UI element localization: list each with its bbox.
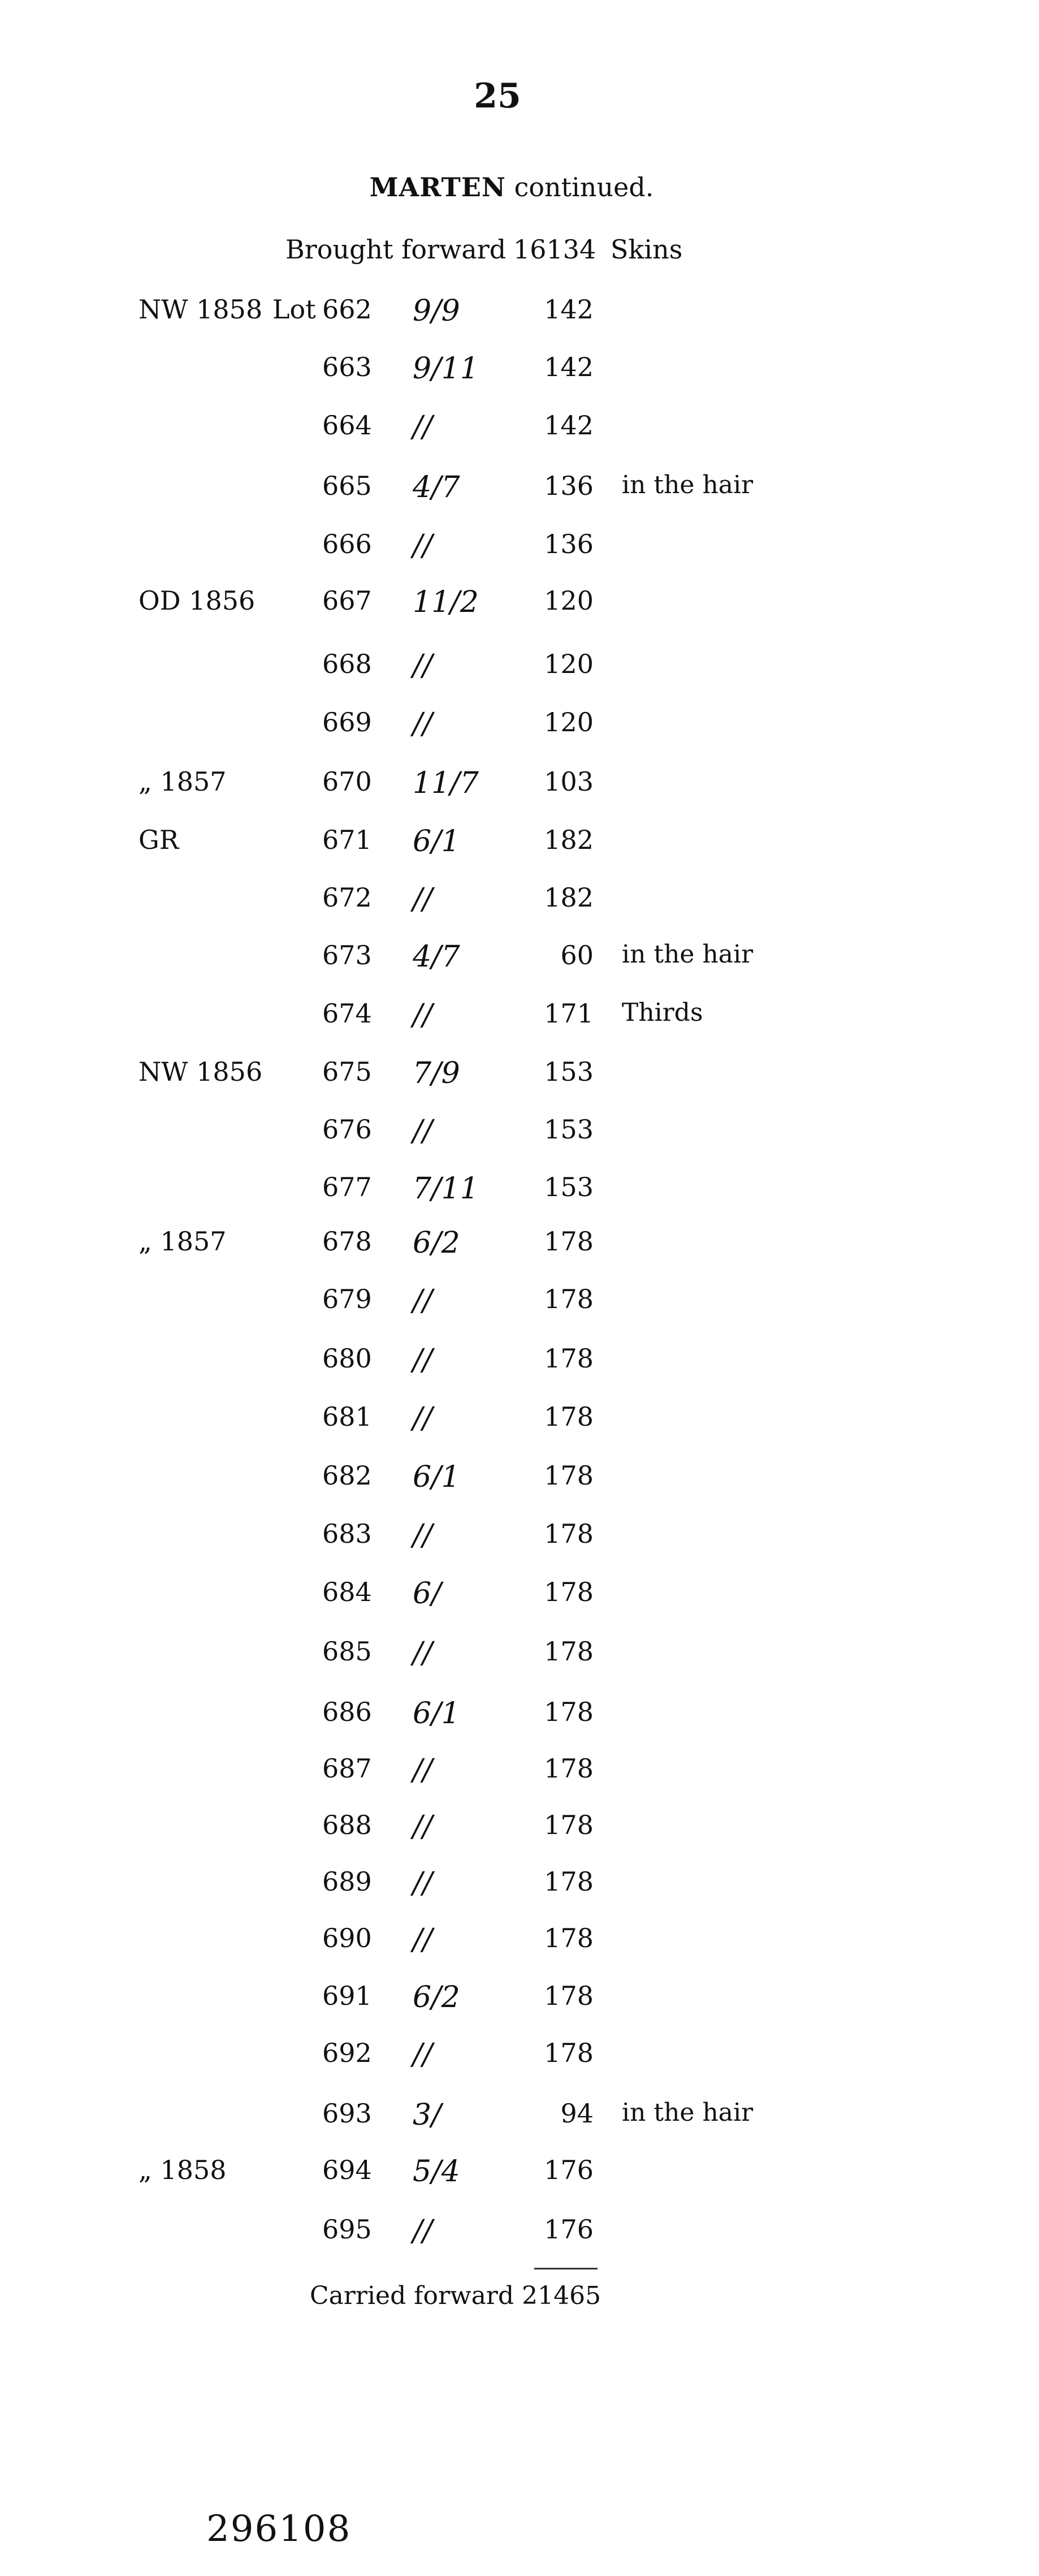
row-origin: NW 1856 (138, 1056, 263, 1087)
row-lot-number: 689 (322, 1866, 372, 1897)
ledger-row (0, 2155, 1039, 2189)
row-lot-number: 681 (322, 1401, 372, 1432)
row-handwritten-mark: 5/4 (413, 2155, 460, 2189)
ledger-row (0, 1810, 1039, 1844)
brought-forward-unit: Skins (611, 234, 683, 265)
ledger-row (0, 1114, 1039, 1148)
row-lot-number: 667 (322, 585, 372, 616)
row-lot-number: 664 (322, 410, 372, 441)
row-handwritten-mark: // (413, 707, 433, 741)
total-rule (534, 2268, 598, 2269)
row-lot-number: 673 (322, 940, 372, 970)
brought-forward-line (285, 234, 506, 265)
ledger-row (0, 1401, 1039, 1435)
ledger-row (0, 294, 1039, 328)
carried-forward-label: Carried forward (310, 2281, 514, 2310)
row-handwritten-mark: 9/11 (413, 352, 479, 386)
row-skins-count: 136 (544, 471, 594, 501)
row-lot-number: 662 (322, 294, 372, 325)
ledger-row (0, 529, 1039, 563)
row-skins-count: 182 (544, 825, 594, 855)
row-handwritten-mark: 6/2 (413, 1980, 460, 2014)
row-lot-number: 674 (322, 998, 372, 1029)
row-lot-number: 694 (322, 2155, 372, 2185)
row-handwritten-mark: // (413, 1401, 433, 1435)
row-origin: „ 1857 (138, 1226, 227, 1257)
ledger-row (0, 471, 1039, 504)
ledger-row (0, 825, 1039, 858)
row-lot-number: 683 (322, 1518, 372, 1549)
row-skins-count: 178 (544, 1284, 594, 1314)
carried-forward-value: 21465 (522, 2281, 601, 2310)
ledger-row (0, 410, 1039, 444)
row-skins-count: 178 (544, 1518, 594, 1549)
row-handwritten-mark: // (413, 1810, 433, 1844)
row-lot-number: 672 (322, 882, 372, 913)
row-origin: GR (138, 825, 179, 855)
row-skins-count: 178 (544, 1401, 594, 1432)
ledger-row (0, 940, 1039, 974)
row-skins-count: 178 (544, 2038, 594, 2068)
carried-forward-line (310, 2281, 601, 2310)
ledger-row (0, 1697, 1039, 1731)
section-suffix: continued. (514, 172, 654, 202)
brought-forward-label: Brought forward (285, 234, 506, 265)
row-handwritten-mark: // (413, 1343, 433, 1377)
row-skins-count: 178 (544, 1980, 594, 2011)
ledger-row (0, 1577, 1039, 1611)
row-note: Thirds (622, 998, 703, 1027)
row-lot-number: 686 (322, 1697, 372, 1727)
row-lot-number: 684 (322, 1577, 372, 1607)
row-skins-count: 178 (544, 1577, 594, 1607)
ledger-row (0, 1460, 1039, 1494)
row-handwritten-mark: 6/1 (413, 1460, 460, 1494)
row-lot-number: 690 (322, 1923, 372, 1953)
row-skins-count: 153 (544, 1172, 594, 1202)
row-handwritten-mark: 6/1 (413, 825, 460, 858)
row-lot-number: 678 (322, 1226, 372, 1257)
row-handwritten-mark: 11/7 (413, 766, 479, 800)
row-lot-number: 691 (322, 1980, 372, 2011)
row-lot-number: 665 (322, 471, 372, 501)
ledger-row (0, 352, 1039, 386)
row-handwritten-mark: 4/7 (413, 471, 460, 504)
page-number: 25 (474, 76, 521, 116)
row-handwritten-mark: // (413, 1866, 433, 1900)
row-skins-count: 136 (544, 529, 594, 559)
row-handwritten-mark: 6/2 (413, 1226, 460, 1260)
row-lot-number: 671 (322, 825, 372, 855)
row-handwritten-mark: // (413, 529, 433, 563)
ledger-row (0, 882, 1039, 916)
row-skins-count: 142 (544, 294, 594, 325)
row-skins-count: 178 (544, 1810, 594, 1840)
ledger-row (0, 766, 1039, 800)
row-skins-count: 178 (544, 1226, 594, 1257)
row-lot-number: 693 (322, 2098, 372, 2129)
brought-forward-value: 16134 (513, 234, 596, 265)
row-handwritten-mark: // (413, 1114, 433, 1148)
row-lot-number: 679 (322, 1284, 372, 1314)
ledger-row (0, 998, 1039, 1032)
ledger-row (0, 1518, 1039, 1552)
ledger-row (0, 1980, 1039, 2014)
row-lot-number: 692 (322, 2038, 372, 2068)
row-handwritten-mark: // (413, 410, 433, 444)
row-handwritten-mark: // (413, 1518, 433, 1552)
row-origin: OD 1856 (138, 585, 256, 616)
section-title (0, 174, 1023, 200)
row-handwritten-mark: // (413, 998, 433, 1032)
row-skins-count: 178 (544, 1460, 594, 1491)
row-origin: „ 1857 (138, 766, 227, 797)
row-lot-word: Lot (272, 294, 316, 325)
row-skins-count: 120 (544, 649, 594, 679)
row-skins-count: 178 (544, 1697, 594, 1727)
row-origin: „ 1858 (138, 2155, 227, 2185)
row-lot-number: 695 (322, 2214, 372, 2245)
ledger-row (0, 1753, 1039, 1787)
row-skins-count: 120 (544, 585, 594, 616)
row-skins-count: 60 (560, 940, 594, 970)
row-lot-number: 666 (322, 529, 372, 559)
row-lot-number: 688 (322, 1810, 372, 1840)
section-name: MARTEN (369, 172, 506, 202)
ledger-row (0, 1056, 1039, 1090)
row-lot-number: 676 (322, 1114, 372, 1145)
row-note: in the hair (622, 940, 754, 969)
row-skins-count: 103 (544, 766, 594, 797)
ledger-row (0, 2098, 1039, 2132)
ledger-row (0, 649, 1039, 683)
row-skins-count: 178 (544, 1343, 594, 1374)
row-lot-number: 670 (322, 766, 372, 797)
row-handwritten-mark: // (413, 1923, 433, 1957)
row-handwritten-mark: // (413, 2214, 433, 2248)
row-handwritten-mark: 6/ (413, 1577, 441, 1611)
row-skins-count: 153 (544, 1114, 594, 1145)
row-handwritten-mark: 3/ (413, 2098, 441, 2132)
row-lot-number: 682 (322, 1460, 372, 1491)
row-skins-count: 171 (544, 998, 594, 1029)
row-handwritten-mark: // (413, 2038, 433, 2072)
row-skins-count: 176 (544, 2155, 594, 2185)
row-lot-number: 680 (322, 1343, 372, 1374)
row-lot-number: 687 (322, 1753, 372, 1784)
ledger-row (0, 1923, 1039, 1957)
row-handwritten-mark: // (413, 882, 433, 916)
row-handwritten-mark: 4/7 (413, 940, 460, 974)
row-lot-number: 677 (322, 1172, 372, 1202)
ledger-row (0, 1866, 1039, 1900)
row-note: in the hair (622, 2098, 754, 2127)
ledger-row (0, 585, 1039, 619)
row-skins-count: 120 (544, 707, 594, 737)
row-skins-count: 178 (544, 1866, 594, 1897)
row-skins-count: 178 (544, 1636, 594, 1667)
row-skins-count: 94 (560, 2098, 594, 2129)
row-origin: NW 1858 (138, 294, 263, 325)
row-handwritten-mark: 11/2 (413, 585, 479, 619)
row-lot-number: 669 (322, 707, 372, 737)
row-skins-count: 142 (544, 352, 594, 382)
row-skins-count: 182 (544, 882, 594, 913)
row-handwritten-mark: // (413, 1636, 433, 1670)
row-skins-count: 178 (544, 1753, 594, 1784)
row-handwritten-mark: // (413, 1753, 433, 1787)
row-handwritten-mark: // (413, 649, 433, 683)
ledger-row (0, 2038, 1039, 2072)
row-skins-count: 178 (544, 1923, 594, 1953)
row-handwritten-mark: 7/11 (413, 1172, 479, 1206)
row-handwritten-mark: 6/1 (413, 1697, 460, 1731)
row-handwritten-mark: 9/9 (413, 294, 460, 328)
row-skins-count: 153 (544, 1056, 594, 1087)
row-lot-number: 685 (322, 1636, 372, 1667)
ledger-row (0, 1636, 1039, 1670)
ledger-row (0, 1343, 1039, 1377)
row-lot-number: 668 (322, 649, 372, 679)
row-note: in the hair (622, 471, 754, 499)
row-lot-number: 663 (322, 352, 372, 382)
ledger-row (0, 2214, 1039, 2248)
row-handwritten-mark: // (413, 1284, 433, 1318)
row-skins-count: 176 (544, 2214, 594, 2245)
row-lot-number: 675 (322, 1056, 372, 1087)
ledger-row (0, 1172, 1039, 1206)
ledger-row (0, 1284, 1039, 1318)
ledger-row (0, 1226, 1039, 1260)
row-handwritten-mark: 7/9 (413, 1056, 460, 1090)
ledger-row (0, 707, 1039, 741)
row-skins-count: 142 (544, 410, 594, 441)
footer-number: 296108 (206, 2508, 352, 2550)
